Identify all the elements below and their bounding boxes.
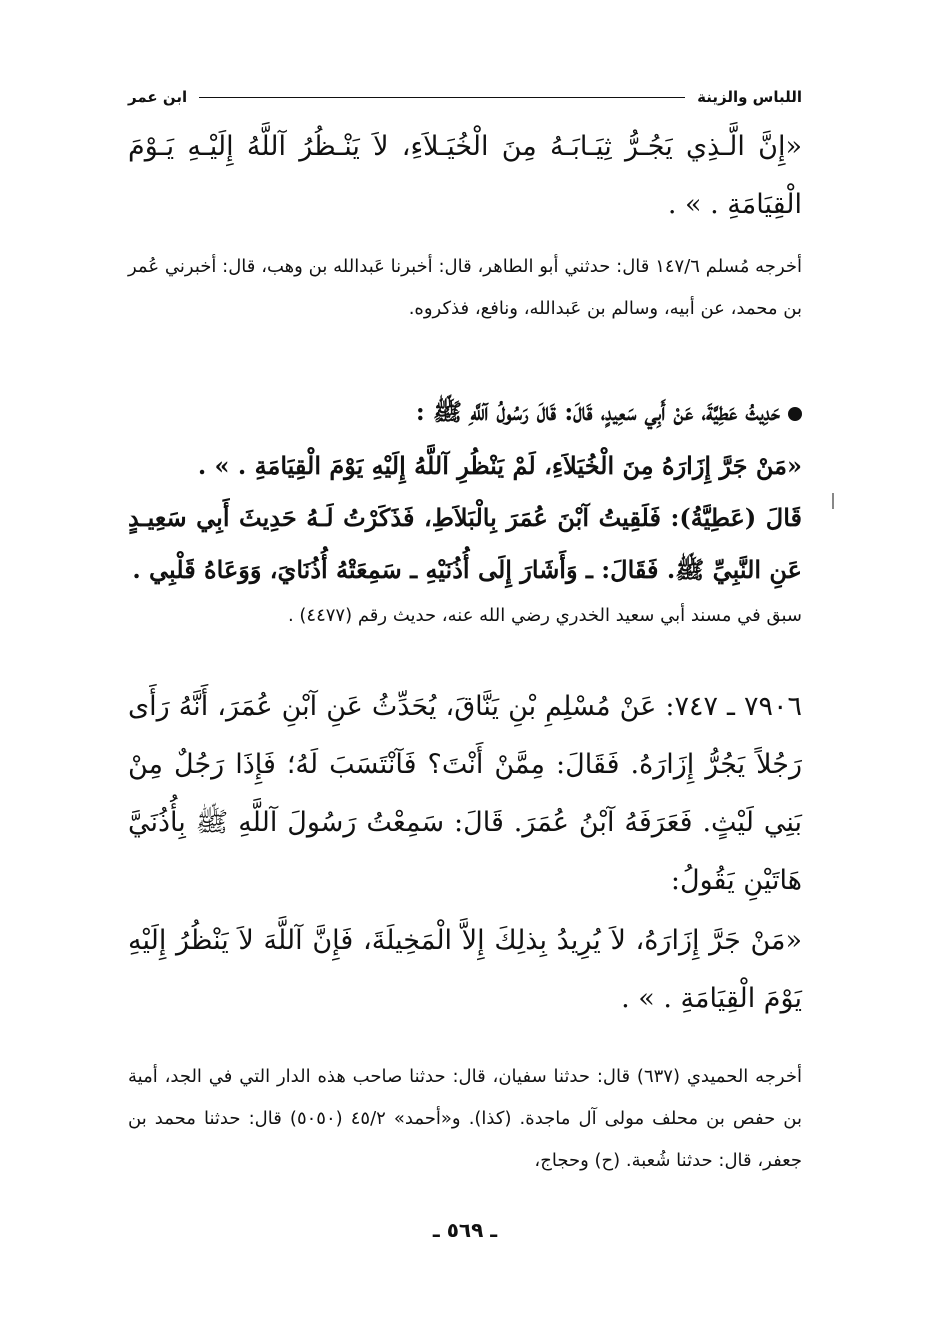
hadith-2-matn: «مَنْ جَرَّ إِزَارَهُ مِنَ الْخُيَلاَءِ، لَمْ يَنْظُرِ آللَّهُ إِلَيْهِ يَوْمَ الْقِيَامَةِ . » . (197, 451, 802, 480)
hadith-2-intro (128, 386, 802, 438)
hadith-3-takhrij: أخرجه الحميدي (٦٣٧) قال: حدثنا سفيان، قال: حدثنا صاحب هذه الدار التي في الجد، أمية بن حفص بن محلف مولى آل ماجدة. (كذا). و«أحمد» ٤٥/٢ (٥٠٥٠) قال: حدثنا محمد بن جعفر، قال: حدثنا شُعبة. (ح) وحجاج، (128, 1066, 803, 1171)
margin-mark (832, 493, 834, 509)
hadith-1-takhrij: أخرجه مُسلم ١٤٧/٦ قال: حدثني أبو الطاهر، قال: أخبرنا عَبدالله بن وهب، قال: أخبرني عُمر بن محمد، عن أبيه، وسالم بن عَبدالله، ونافع، فذكروه. (128, 256, 802, 319)
hadith-2-narration: قَالَ (عَطِيَّةُ): فَلَقِيتُ آبْنَ عُمَرَ بِالْبَلاَطِ، فَذَكَرْتُ لَـهُ حَدِيثَ أَبِي سَعِيـدٍ عَنِ النَّبِيِّ ﷺ. فَقَالَ: ـ وَأَشَارَ إِلَى أُذُنَيْهِ ـ سَمِعَتْهُ أُذُنَايَ، وَوَعَاهُ قَلْبِي . (128, 503, 802, 584)
hadith-1-matn: «إِنَّ الَّـذِي يَجُـرُّ ثِيَـابَـهُ مِنَ الْخُيَـلاَءِ، لاَ يَنْـظُرُ آللَّهُ إِلَيْـهِ يَـوْمَ الْقِيَامَةِ . » . (128, 131, 802, 220)
page-number: ـ ٥٦٩ ـ (432, 1218, 498, 1242)
bullet-icon (788, 407, 802, 421)
header-rule (199, 97, 685, 98)
hadith-3-body: ٧٩٠٦ ـ ٧٤٧: عَنْ مُسْلِمِ بْنِ يَنَّاقَ، يُحَدِّثُ عَنِ آبْنِ عُمَرَ، أَنَّهُ رَأَى رَجُلاً يَجُرُّ إِزَارَهُ. فَقَالَ: مِمَّنْ أَنْتَ؟ فَآنْتَسَبَ لَهُ؛ فَإِذَا رَجُلٌ مِنْ بَنِي لَيْثٍ. فَعَرَفَهُ آبْنُ عُمَرَ. قَالَ: سَمِعْتُ رَسُولَ آللَّهِ ﷺ بِأُذُنَيَّ هَاتَيْنِ يَقُولُ: (128, 691, 802, 896)
hadith-2-note: سبق في مسند أبي سعيد الخدري رضي الله عنه، حديث رقم (٤٤٧٧) . (287, 605, 802, 626)
running-header (128, 86, 802, 108)
hadith-3-matn: «مَنْ جَرَّ إِزَارَهُ، لاَ يُرِيدُ بِذلِكَ إِلاَّ الْمَخِيلَةَ، فَإِنَّ آللَّهَ لاَ يَنْظُرُ إِلَيْهِ يَوْمَ الْقِيَامَةِ . » . (128, 925, 802, 1014)
section-title: اللباس والزينة (697, 88, 802, 106)
hadith-2-intro-text: حَدِيثُ عَطِيَّةَ، عَنْ أَبِي سَعِيدٍ، قَالَ: قَالَ رَسُولُ آللَّهِ ﷺ : (415, 397, 780, 426)
musnad-name: ابن عمر (128, 88, 188, 106)
